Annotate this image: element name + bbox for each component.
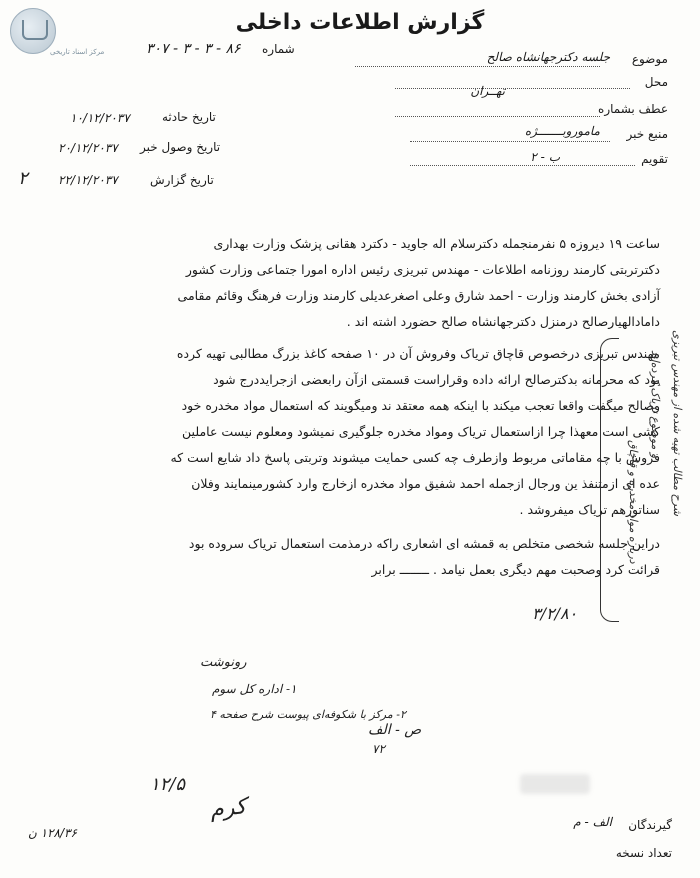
lower-word: کرم	[208, 794, 248, 823]
reference-code: ص - الف	[368, 722, 422, 738]
subject-line	[355, 66, 600, 67]
place-line	[395, 88, 630, 89]
body-line-12: دراین جلسه شخصی متخلص به قمشه ای اشعاری راکه درمذمت استعمال تریاک سروده بود	[188, 536, 660, 551]
side-note-1: شرح مطالب تهیه شده از مهندس تبریزی	[671, 330, 684, 516]
lower-number: ۱۲/۵	[150, 774, 186, 795]
logo-brand-text: مرکز اسناد تاریخی	[50, 48, 105, 56]
body-line-3: آزادی بخش کارمند وزارت - احمد شارق وعلی اصغرعدیلی کارمند وزارت فرهنگ وقائم مقامی	[177, 288, 660, 303]
number-value: ۳۰۷ - ۳ - ۳ - ۸۶	[146, 41, 241, 57]
rating-line	[410, 165, 635, 166]
side-note-2: و موضوع تریاک کرده‌اند	[649, 350, 662, 459]
subject-label: موضوع	[631, 52, 668, 66]
signature-line-1: رونوشت	[200, 655, 247, 670]
place-value: تهــران	[470, 84, 505, 98]
page-mark: ۳/۲/۸۰	[532, 604, 578, 623]
document-number: ۱۲۸/۳۶ ن	[28, 826, 77, 840]
receivers-label: گیرندگان	[628, 818, 672, 832]
receivers-value: الف - م	[573, 815, 612, 829]
source-line	[410, 141, 610, 142]
book-icon	[22, 20, 48, 40]
body-line-4: دامادالهیارصالح درمنزل دکترجهانشاه صالح حضورد اشته اند .	[346, 314, 660, 329]
body-line-1: ساعت ۱۹ دیروزه ۵ نفرمنجمله دکترسلام اله جاوید - دکترد هقانی پزشک وزارت بهداری	[213, 236, 660, 251]
body-line-9: فروش با چه مقاماتی مربوط وازطرف چه کسی حمایت میشوند وتربتی پاسخ داد شایع است که	[170, 450, 660, 465]
rating-label: تقویم	[641, 152, 668, 166]
place-label: محل	[644, 75, 668, 89]
body-line-5: مهندس تبریزی درخصوص قاچاق تریاک وفروش آن در ۱۰ صفحه کاغذ بزرگ مطالبی تهیه کرده	[176, 346, 660, 361]
rating-value: ب - ۲	[530, 150, 560, 164]
body-line-2: دکترتربتی کارمند روزنامه اطلاعات - مهندس تبریزی رئیس اداره امورا جتماعی وزارت کشور	[185, 262, 660, 277]
page-title: گزارش اطلاعات داخلی	[235, 10, 485, 35]
signature-line-2: ۱- اداره کل سوم	[212, 682, 297, 696]
reference-number: ۷۲	[372, 742, 385, 756]
side-note-3: درباره مواد مخدره و قاچاق	[627, 440, 640, 564]
source-value: ماموروبـــــــژه	[524, 124, 600, 138]
event-date-value: ۱۰/۱۲/۲۰۳۷	[70, 111, 130, 125]
receipt-date-value: ۲۰/۱۲/۲۰۳۷	[58, 141, 118, 155]
source-label: منبع خبر	[626, 127, 668, 141]
body-line-11: سناتورهم تریاک میفروشد .	[519, 502, 660, 517]
body-line-7: وصالح میگفت واقعا تعجب میکند با اینکه همه معتقد ند ومیگویند که استعمال مواد مخدره خود	[181, 398, 660, 413]
faded-stamp	[520, 774, 590, 794]
body-line-8: کشی است معهذا چرا ازاستعمال تریاک ومواد مخدره جلوگیری نمیشود ومعلوم نیست عاملین	[182, 424, 660, 439]
reference-line	[395, 116, 600, 117]
margin-mark: ۲	[18, 168, 28, 189]
signature-line-3: ۲- مرکز با شکوفه‌ای پیوست شرح صفحه ۴	[210, 708, 406, 721]
subject-value: جلسه دکترجهانشاه صالح	[486, 50, 610, 64]
reference-label: عطف بشماره	[598, 102, 668, 116]
margin-bracket	[600, 338, 619, 622]
body-line-13: قرائت کرد وصحبت مهم دیگری بعمل نیامد . ــــــــ برابر	[371, 562, 660, 577]
event-date-label: تاریخ حادثه	[162, 110, 216, 124]
report-date-label: تاریخ گزارش	[150, 173, 214, 187]
number-label: شماره	[262, 42, 295, 56]
copies-label: تعداد نسخه	[615, 846, 672, 860]
body-line-6: بود که محرمانه بدکترصالح ارائه داده وقراراست قسمتی ازآن رابعضی ازجرایددرج شود	[213, 372, 660, 387]
receipt-date-label: تاریخ وصول خبر	[140, 140, 221, 154]
report-date-value: ۲۲/۱۲/۲۰۳۷	[58, 173, 118, 187]
body-line-10: عده ای ازمتنفذ ین ورجال ازجمله احمد شفیق مواد مخدره ازخارج وارد کشورمینمایند وفلان	[191, 476, 660, 491]
archive-logo	[10, 6, 128, 60]
